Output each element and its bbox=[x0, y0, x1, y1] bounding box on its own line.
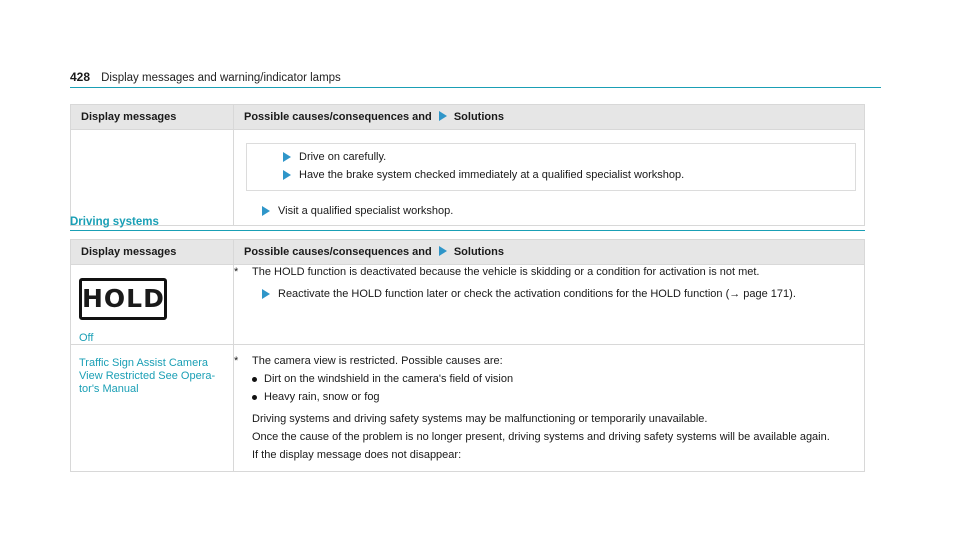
solution-arrow-icon bbox=[439, 246, 447, 256]
message-cell bbox=[71, 345, 234, 472]
column-header-solutions-text: Solutions bbox=[453, 246, 504, 258]
section-divider bbox=[70, 230, 865, 231]
cause-text-row bbox=[234, 265, 864, 279]
display-message-text bbox=[71, 345, 233, 396]
message-line: Traffic Sign Assist Camera bbox=[79, 357, 208, 369]
column-header-causes-text: Possible causes/consequences and bbox=[244, 111, 432, 123]
cause-cell bbox=[234, 345, 865, 472]
cause-bullet-list bbox=[234, 370, 864, 406]
list-item bbox=[255, 166, 847, 184]
table-header-row bbox=[71, 240, 865, 265]
solution-arrow-icon bbox=[262, 289, 270, 299]
page-header bbox=[70, 70, 865, 84]
list-item: Heavy rain, snow or fog bbox=[252, 388, 864, 406]
table-row bbox=[71, 130, 865, 226]
column-header-causes-text: Possible causes/consequences and bbox=[244, 246, 432, 258]
list-item bbox=[255, 148, 847, 166]
sub-steps-box bbox=[246, 143, 856, 191]
step-text: Visit a qualified specialist workshop. bbox=[278, 205, 454, 217]
message-cell-empty bbox=[71, 130, 234, 226]
display-messages-table-1 bbox=[70, 104, 865, 226]
solution-cell bbox=[234, 130, 865, 226]
table-header-row bbox=[71, 105, 865, 130]
solution-arrow-icon bbox=[439, 111, 447, 121]
table-row bbox=[71, 345, 865, 472]
status-off-label: Off bbox=[79, 332, 94, 344]
column-header-solutions-text: Solutions bbox=[453, 111, 504, 123]
page-running-title: Display messages and warning/indicator lamps bbox=[101, 72, 341, 84]
paragraph: Once the cause of the problem is no longer present, driving systems and driving safety systems will be available again. bbox=[252, 431, 830, 443]
column-header-display-messages: Display messages bbox=[71, 240, 234, 265]
hold-display-icon: HOLD bbox=[79, 278, 167, 320]
table-row bbox=[71, 265, 865, 345]
page-number: 428 bbox=[70, 70, 91, 84]
column-header-display-messages: Display messages bbox=[71, 105, 234, 130]
column-header-causes bbox=[234, 105, 865, 130]
column-header-causes bbox=[234, 240, 865, 265]
paragraph: If the display message does not disappear: bbox=[252, 449, 462, 461]
message-line: tor's Manual bbox=[79, 383, 139, 395]
cause-text: The HOLD function is deactivated because the vehicle is skidding or a condition for activation is not met. bbox=[252, 266, 760, 278]
display-messages-table-2 bbox=[70, 239, 865, 472]
message-line: View Restricted See Opera- bbox=[79, 370, 216, 382]
cause-text-row bbox=[234, 354, 864, 368]
footnote-star: * bbox=[234, 266, 239, 278]
step-text: Have the brake system checked immediately at a qualified specialist workshop. bbox=[299, 169, 685, 181]
solution-text: Reactivate the HOLD function later or check the activation conditions for the HOLD function (→ page 171). bbox=[278, 288, 796, 300]
list-item bbox=[234, 191, 864, 225]
list-item bbox=[234, 285, 864, 303]
solution-arrow-icon bbox=[283, 170, 291, 180]
solution-arrow-icon bbox=[283, 152, 291, 162]
footnote-star: * bbox=[234, 355, 239, 367]
list-item: Dirt on the windshield in the camera's field of vision bbox=[252, 370, 864, 388]
header-divider bbox=[70, 87, 881, 88]
solution-arrow-icon bbox=[262, 206, 270, 216]
message-cell bbox=[71, 265, 234, 345]
step-text: Drive on carefully. bbox=[299, 151, 387, 163]
cause-text: The camera view is restricted. Possible causes are: bbox=[252, 355, 503, 367]
cause-cell bbox=[234, 265, 865, 345]
section-title: Driving systems bbox=[70, 216, 159, 228]
paragraph: Driving systems and driving safety systems may be malfunctioning or temporarily unavailable. bbox=[252, 413, 708, 425]
